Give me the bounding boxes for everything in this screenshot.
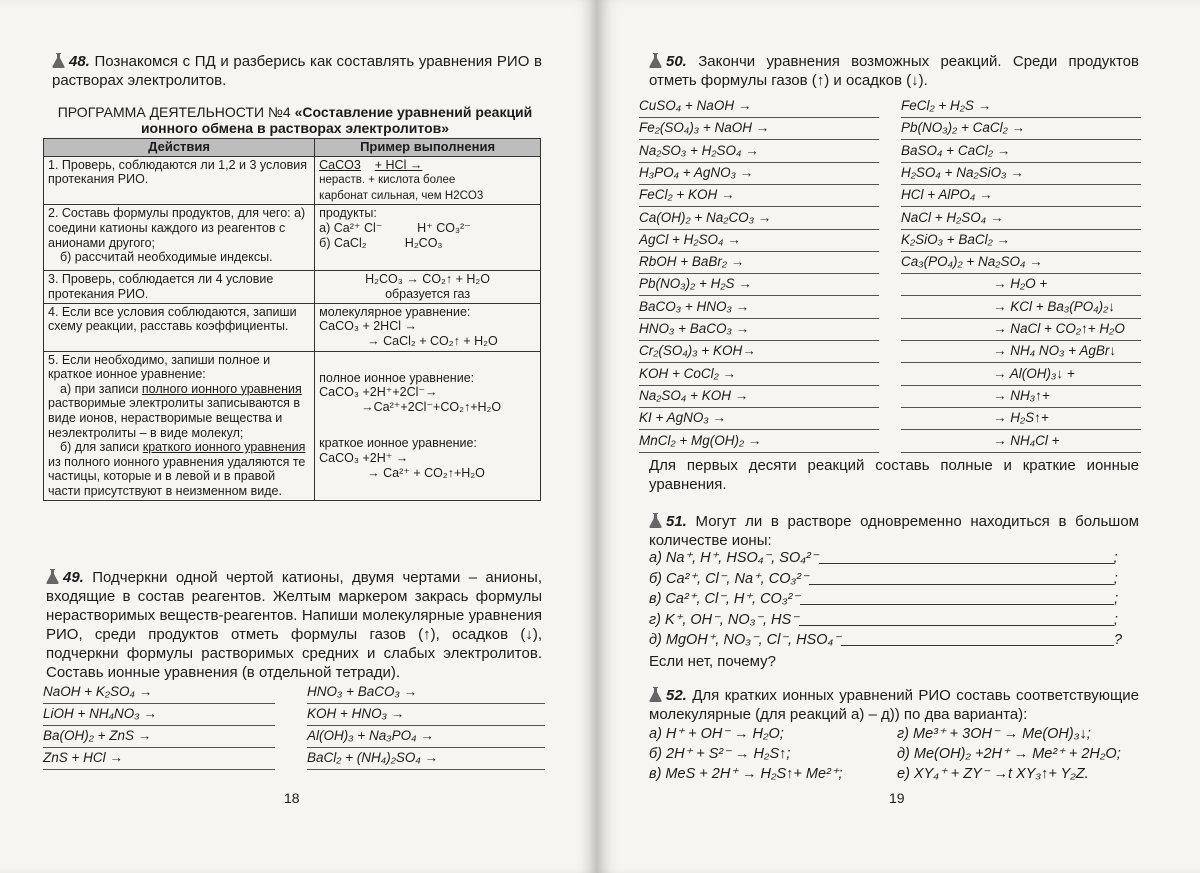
task-51: [649, 512, 1139, 550]
flask-icon: [46, 569, 59, 584]
equation-line: Na₂SO₃ + H₂SO₄ →: [639, 141, 879, 163]
answer-line[interactable]: [799, 612, 1114, 626]
equation-line: KOH + CoCl₂ →: [639, 364, 879, 386]
page-number: 19: [889, 790, 905, 806]
task-text: Могут ли в растворе одновременно находиться в большом количестве ионы:: [649, 513, 1139, 549]
task-number: 50.: [666, 53, 687, 70]
equation-line: Pb(NO₃)₂ + CaCl₂ →: [901, 118, 1141, 140]
answer-line[interactable]: [841, 632, 1114, 646]
equation-line: → NH₄Cl +: [901, 431, 1141, 453]
flask-icon: [52, 53, 65, 68]
task-number: 51.: [666, 513, 687, 530]
equation-line: ZnS + HCl →: [43, 748, 275, 770]
equation-line: FeCl₂ + KOH →: [639, 185, 879, 207]
equation-line: Na₂SO₄ + KOH →: [639, 386, 879, 408]
task-text: Для кратких ионных уравнений РИО составь соответствующие молекулярные (для реакций а) – д)) по два варианта):: [649, 687, 1140, 723]
task-text: Познакомся с ПД и разберись как составлять уравнения РИО в растворах электролитов.: [52, 53, 542, 89]
equation-line: BaSO₄ + CaCl₂ →: [901, 141, 1141, 163]
ion-set-label: в) Ca²⁺, Cl⁻, H⁺, CO₃²⁻: [649, 591, 801, 607]
equation-line: Cr₂(SO₄)₃ + KOH→: [639, 341, 879, 363]
equation-line: KI + AgNO₃ →: [639, 408, 879, 430]
ion-set-row: [649, 591, 1118, 607]
equation-line: MnCl₂ + Mg(OH)₂ →: [639, 431, 879, 453]
equation-line: K₂SiO₃ + BaCl₂ →: [901, 230, 1141, 252]
task-text: Подчеркни одной чертой катионы, двумя чертами – анионы, входящие в состав реагентов. Желтым маркером закрась формулы нерастворимых веществ-реагентов. Напиши молекулярные уравнения РИО, среди продуктов отметь формулы газов (↑), осадков (↓), подчеркни формулы растворимых средних и слабых электролитов. Составь ионные уравнения (в отдельной тетради).: [46, 569, 542, 681]
equation-52: б) 2H⁺ + S²⁻ → H₂S↑;: [649, 746, 791, 762]
equation-52: е) XY₄⁺ + ZY⁻ →t XY₃↑+ Y₂Z.: [897, 766, 1089, 782]
equation-line: CuSO₄ + NaOH →: [639, 96, 879, 118]
equation-line: Fe₂(SO₄)₃ + NaOH →: [639, 118, 879, 140]
line-end-mark: ;: [1113, 611, 1118, 628]
task-number: 52.: [666, 687, 687, 704]
flask-icon: [649, 513, 662, 528]
equation-line: Pb(NO₃)₂ + H₂S →: [639, 274, 879, 296]
ion-set-row: [649, 612, 1118, 628]
equation-line: NaOH + K₂SO₄ →: [43, 682, 275, 704]
answer-line[interactable]: [809, 571, 1114, 585]
table-row: 3. Проверь, соблюдается ли 4 условие протекания РИО. H₂CO₃ → CO₂↑ + H₂O образуется газ: [44, 271, 541, 303]
equation-line: H₃PO₄ + AgNO₃ →: [639, 163, 879, 185]
ion-set-label: а) Na⁺, H⁺, HSO₄⁻, SO₄²⁻: [649, 550, 819, 566]
equation-line: → NH₄ NO₃ + AgBr↓: [901, 341, 1141, 363]
line-end-mark: ;: [1113, 570, 1118, 587]
ion-set-label: г) K⁺, OH⁻, NO₃⁻, HS⁻: [649, 611, 799, 628]
equation-52: а) H⁺ + OH⁻ → H₂O;: [649, 726, 784, 742]
program-table: [43, 138, 541, 501]
equation-line: FeCl₂ + H₂S →: [901, 96, 1141, 118]
equation-line: → Al(OH)₃↓ +: [901, 364, 1141, 386]
ion-set-row: [649, 571, 1118, 587]
equation-line: Ca(OH)₂ + Na₂CO₃ →: [639, 208, 879, 230]
page-left: [0, 0, 597, 873]
equation-line: → NH₃↑+: [901, 386, 1141, 408]
equation-line: Ba(OH)₂ + ZnS →: [43, 726, 275, 748]
task-49: [46, 568, 542, 682]
ion-set-row: [649, 632, 1122, 648]
equation-line: NaCl + H₂SO₄ →: [901, 208, 1141, 230]
equation-line: BaCO₃ + HNO₃ →: [639, 297, 879, 319]
table-row: 5. Если необходимо, запиши полное и краткое ионное уравнение: а) при записи полного ионного уравнения растворимые электролиты записываются в виде ионов, нерастворимые вещества и неэлектролиты – в виде молекул; б) для записи краткого ионного уравнения из полного ионного уравнения удаляются те частицы, которые и в левой и в правой части присутствуют в неизменном виде. полное ионное уравнение: CaCO₃ +2H⁺+2Cl⁻→ →Ca²⁺+2Cl⁻+CO₂↑+H₂O краткое ионное уравнение: CaCO₃ +2H⁺ → → Ca²⁺ + CO₂↑+H₂O: [44, 351, 541, 500]
equation-52: г) Me³⁺ + 3OH⁻ → Me(OH)₃↓;: [897, 726, 1091, 742]
table-row: 1. Проверь, соблюдаются ли 1,2 и 3 условия протекания РИО. CaCO3 + HCl → нераств. + кислота более карбонат сильная, чем H2CO3: [44, 156, 541, 205]
answer-line[interactable]: [800, 591, 1114, 605]
ion-set-label: д) MgOH⁺, NO₃⁻, Cl⁻, HSO₄⁻: [649, 632, 841, 648]
line-end-mark: ;: [1113, 550, 1118, 566]
task-48: [52, 52, 542, 90]
flask-icon: [649, 53, 662, 68]
task-number: 49.: [63, 569, 84, 586]
equation-52: в) MeS + 2H⁺ → H₂S↑+ Me²⁺;: [649, 766, 843, 782]
equation-line: HNO₃ + BaCO₃ →: [307, 682, 545, 704]
equation-line: Ca₃(PO₄)₂ + Na₂SO₄ →: [901, 252, 1141, 274]
equation-line: AgCl + H₂SO₄ →: [639, 230, 879, 252]
task-number: 48.: [69, 53, 90, 70]
ion-set-label: б) Ca²⁺, Cl⁻, Na⁺, CO₃²⁻: [649, 570, 809, 587]
task-51-question: Если нет, почему?: [649, 653, 776, 670]
equation-line: → KCl + Ba₃(PO₄)₂↓: [901, 297, 1141, 319]
header-example: Пример выполнения: [315, 139, 541, 157]
equation-line: → NaCl + CO₂↑+ H₂O: [901, 319, 1141, 341]
equation-line: → H₂S↑+: [901, 408, 1141, 430]
task-50: [649, 52, 1139, 90]
equation-line: BaCl₂ + (NH₄)₂SO₄ →: [307, 748, 545, 770]
equation-line: → H₂O +: [901, 274, 1141, 296]
task-52: [649, 686, 1139, 724]
answer-line[interactable]: [819, 550, 1114, 564]
page-right: [597, 0, 1200, 873]
task-text: Закончи уравнения возможных реакций. Среди продуктов отметь формулы газов (↑) и осадков (↓).: [649, 53, 1139, 89]
table-row: 2. Составь формулы продуктов, для чего: а) соедини катионы каждого из реагентов с анионами другого; б) рассчитай необходимые индексы. продукты: а) Ca²⁺ Cl⁻ H⁺ CO₃²⁻ б) CaCl₂ H₂CO₃: [44, 205, 541, 271]
equation-line: H₂SO₄ + Na₂SiO₃ →: [901, 163, 1141, 185]
table-row: 4. Если все условия соблюдаются, запиши схему реакции, расставь коэффициенты. молекулярное уравнение: CaCO₃ + 2HCl → → CaCl₂ + CO₂↑ + H₂O: [44, 303, 541, 351]
line-end-mark: ?: [1113, 632, 1123, 648]
equation-52: д) Me(OH)₂ +2H⁺ → Me²⁺ + 2H₂O;: [897, 746, 1121, 762]
header-actions: Действия: [44, 139, 315, 157]
ion-set-row: [649, 550, 1118, 566]
equation-line: Al(OH)₃ + Na₃PO₄ →: [307, 726, 545, 748]
flask-icon: [649, 687, 662, 702]
equation-line: LiOH + NH₄NO₃ →: [43, 704, 275, 726]
equation-line: RbOH + BaBr₂ →: [639, 252, 879, 274]
program-title: ПРОГРАММА ДЕЯТЕЛЬНОСТИ №4 «Составление уравнений реакций ионного обмена в растворах электролитов»: [57, 104, 533, 136]
task-50-note: Для первых десяти реакций составь полные и краткие ионные уравнения.: [649, 457, 1139, 493]
equation-line: HNO₃ + BaCO₃ →: [639, 319, 879, 341]
equation-line: HCl + AlPO₄ →: [901, 185, 1141, 207]
line-end-mark: ;: [1114, 591, 1119, 607]
equation-line: KOH + HNO₃ →: [307, 704, 545, 726]
page-number: 18: [284, 790, 300, 806]
